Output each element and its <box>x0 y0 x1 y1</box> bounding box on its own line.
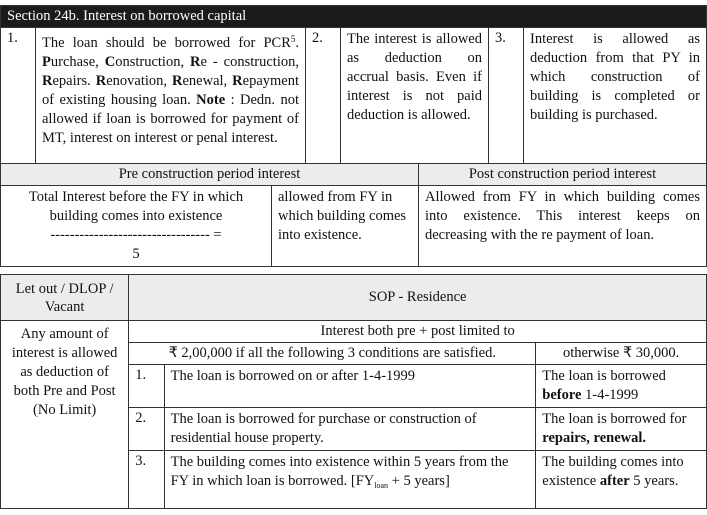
formula-numerator: Total Interest before the FY in which building comes into existence <box>28 189 244 224</box>
pre-construction-formula <box>1 186 272 267</box>
post-construction-text: Allowed from FY in which building comes into existence. This interest keeps on decreasing with the re payment of loan. <box>419 186 707 267</box>
section-title: Section 24b. Interest on borrowed capital <box>1 6 707 28</box>
condition-2-text: The loan is borrowed for purchase or construction of residential house property. <box>164 408 536 451</box>
pre-construction-header: Pre construction period interest <box>1 164 419 186</box>
periods-table <box>0 163 707 267</box>
formula-line: --------------------------------- = <box>50 227 222 243</box>
point-2-text: The interest is allowed as deduction on accrual basis. Even if interest is not paid deduction is allowed. <box>341 28 489 165</box>
condition-3-text: The building comes into existence within 5 years from the FY in which loan is borrowed. [$FY_{loan} + 5$ years] <box>164 451 536 509</box>
point-1-number: 1. <box>1 28 36 165</box>
point-3-text: Interest is allowed as deduction from that PY in which construction of building is completed or building is purchased. <box>524 28 707 165</box>
formula-denominator: 5 <box>132 246 140 262</box>
let-out-text: Any amount of interest is allowed as deduction of both Pre and Post (No Limit) <box>1 321 129 509</box>
point-1-text: The loan should be borrowed for PCR$^5$. Purchase, Construction, Re - construction, Repairs. Renovation, Renewal, Repayment of existing housing loan. Note : Dedn. not allowed if loan is borrowed for payment of MT, interest on interest or penal interest. <box>36 28 306 165</box>
condition-1-number: 1. <box>129 365 164 408</box>
condition-2-number: 2. <box>129 408 164 451</box>
condition-1-text: The loan is borrowed on or after 1-4-1999 <box>164 365 536 408</box>
condition-3-number: 3. <box>129 451 164 509</box>
otherwise-amount: otherwise ₹ 30,000. <box>536 343 707 365</box>
both-limited-text: Interest both pre + post limited to <box>129 321 707 343</box>
section-24b-table <box>0 5 707 165</box>
condition-1-other: The loan is borrowed before 1-4-1999 <box>536 365 707 408</box>
post-construction-header: Post construction period interest <box>419 164 707 186</box>
condition-3-other: The building comes into existence after 5 years. <box>536 451 707 509</box>
condition-2-other: The loan is borrowed for repairs, renewal. <box>536 408 707 451</box>
sop-header: SOP - Residence <box>129 275 707 321</box>
pre-construction-allowed: allowed from FY in which building comes into existence. <box>272 186 419 267</box>
point-2-number: 2. <box>306 28 341 165</box>
condition-amount: ₹ 2,00,000 if all the following 3 conditions are satisfied. <box>129 343 536 365</box>
point-3-number: 3. <box>489 28 524 165</box>
limits-table <box>0 274 707 509</box>
let-out-header: Let out / DLOP / Vacant <box>1 275 129 321</box>
